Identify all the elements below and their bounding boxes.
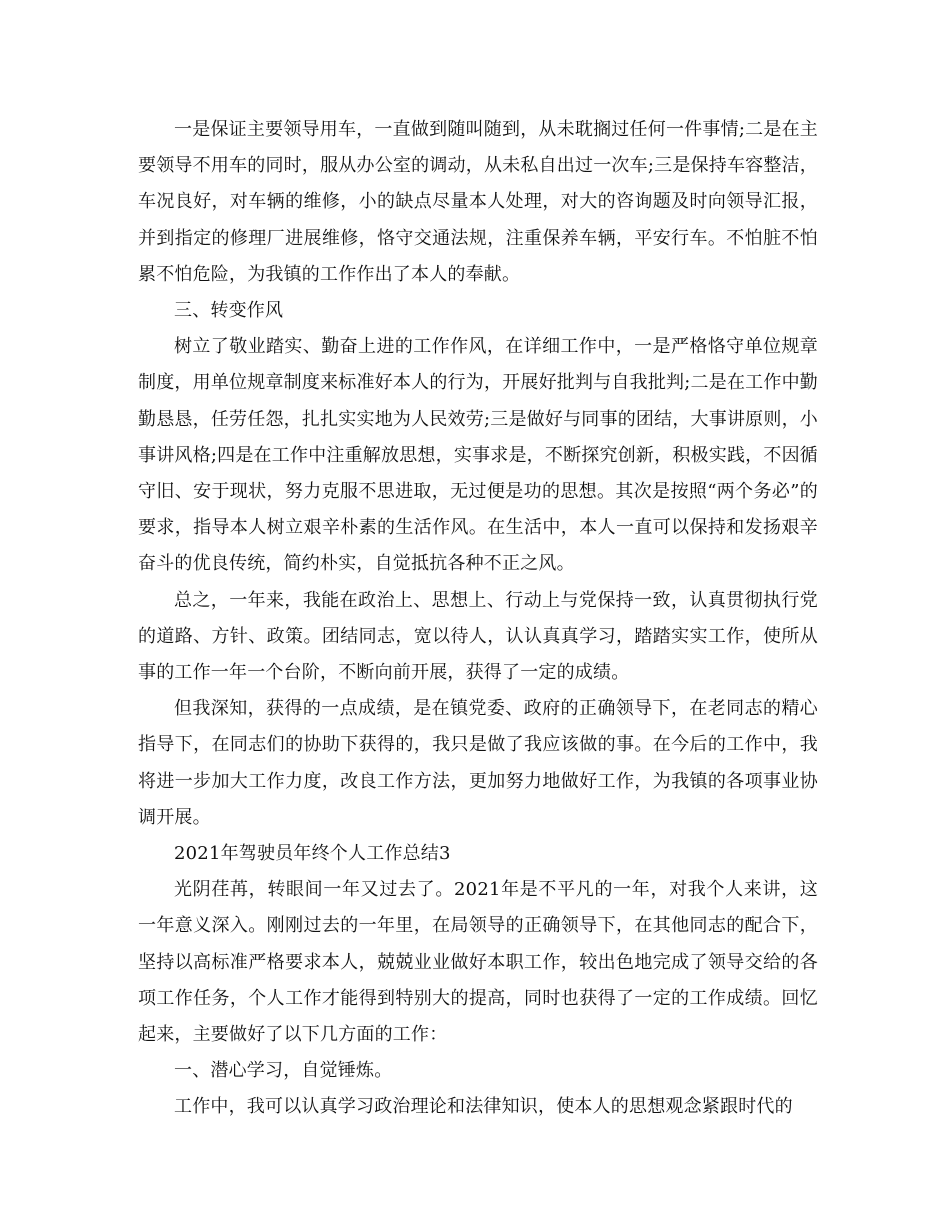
paragraph-vehicle-duties: 一是保证主要领导用车，一直做到随叫随到，从未耽搁过任何一件事情;二是在主要领导不用车的同时，服从办公室的调动，从未私自出过一次车;三是保持车容整洁，车况良好，对车辆的维修，小的缺点尽量本人处理，对大的咨询题及时向领导汇报，并到指定的修理厂进展维修，恪守交通法规，注重保养车辆，平安行车。不怕脏不怕累不怕危险，为我镇的工作作出了本人的奉献。: [138, 119, 818, 285]
document-body: [138, 112, 818, 1126]
section-heading-study: 一、潜心学习，自觉锤炼。: [174, 1060, 393, 1082]
paragraph-work-style: 树立了敬业踏实、勤奋上进的工作作风，在详细工作中，一是严格恪守单位规章制度，用单位规章制度来标准好本人的行为，开展好批判与自我批判;二是在工作中勤勤恳恳，任劳任怨，扎扎实实地为人民效劳;三是做好与同事的团结，大事讲原则，小事讲风格;四是在工作中注重解放思想，实事求是，不断探究创新，积极实践，不因循守旧、安于现状，努力克服不思进取，无过便是功的思想。其次是按照“两个务必”的要求，指导本人树立艰辛朴素的生活作风。在生活中，本人一直可以保持和发扬艰辛奋斗的优良传统，简约朴实，自觉抵抗各种不正之风。: [138, 336, 818, 575]
paragraph-summary: 总之，一年来，我能在政治上、思想上、行动上与党保持一致，认真贯彻执行党的道路、方针、政策。团结同志，宽以待人，认认真真学习，踏踏实实工作，使所从事的工作一年一个台阶，不断向前开展，获得了一定的成绩。: [138, 589, 818, 684]
article-title-summary-3: 2021年驾驶员年终个人工作总结3: [174, 843, 451, 865]
section-heading-work-style: 三、转变作风: [174, 300, 284, 322]
paragraph-intro-2021: 光阴荏苒，转眼间一年又过去了。2021年是不平凡的一年，对我个人来讲，这一年意义深入。刚刚过去的一年里，在局领导的正确领导下，在其他同志的配合下，坚持以高标准严格要求本人，兢兢业业做好本职工作，较出色地完成了领导交给的各项工作任务，个人工作才能得到特别大的提高，同时也获得了一定的工作成绩。回忆起来，主要做好了以下几方面的工作：: [138, 879, 818, 1046]
paragraph-outlook: 但我深知，获得的一点成绩，是在镇党委、政府的正确领导下，在老同志的精心指导下，在同志们的协助下获得的，我只是做了我应该做的事。在今后的工作中，我将进一步加大工作力度，改良工作方法，更加努力地做好工作，为我镇的各项事业协调开展。: [138, 698, 818, 828]
paragraph-study: 工作中，我可以认真学习政治理论和法律知识，使本人的思想观念紧跟时代的: [174, 1096, 793, 1118]
